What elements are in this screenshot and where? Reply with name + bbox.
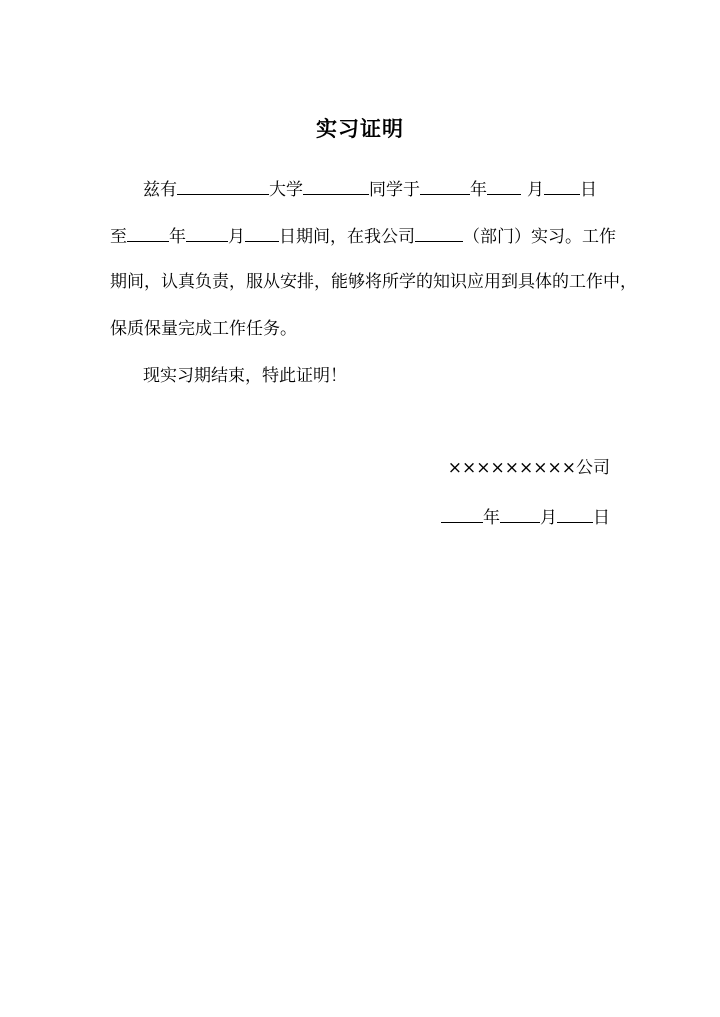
blank-sign-month[interactable] <box>500 503 540 523</box>
text-daxue: 大学 <box>269 180 303 200</box>
closing-statement: 现实习期结束，特此证明！ <box>143 366 347 386</box>
blank-end-year[interactable] <box>127 222 169 242</box>
blank-department[interactable] <box>415 222 463 242</box>
text-nian-2: 年 <box>169 227 186 247</box>
paragraph-line-4: 保质保量完成工作任务。 <box>110 319 297 339</box>
blank-sign-day[interactable] <box>557 503 593 523</box>
paragraph-line-1 <box>143 175 597 203</box>
document-title: 实习证明 <box>316 117 404 141</box>
text-sign-ri: 日 <box>593 508 610 528</box>
text-tongxue-yu: 同学于 <box>369 180 420 200</box>
text-sign-yue: 月 <box>540 508 557 528</box>
text-zhi: 至 <box>110 227 127 247</box>
blank-start-day[interactable] <box>544 175 580 195</box>
blank-university[interactable] <box>177 175 269 195</box>
text-yue-2: 月 <box>228 227 245 247</box>
company-signature: ×××××××××公司 <box>447 458 610 478</box>
paragraph-line-3: 期间，认真负责，服从安排，能够将所学的知识应用到具体的工作中， <box>110 272 637 292</box>
blank-sign-year[interactable] <box>441 503 483 523</box>
text-zi-you: 兹有 <box>143 180 177 200</box>
text-ri-qijian: 日期间，在我公司 <box>279 227 415 247</box>
text-bumen: （部门）实习。工作 <box>463 227 616 247</box>
blank-start-year[interactable] <box>420 175 470 195</box>
blank-end-day[interactable] <box>245 222 279 242</box>
text-sign-nian: 年 <box>483 508 500 528</box>
text-yue: 月 <box>527 180 544 200</box>
signature-date <box>441 503 610 531</box>
blank-end-month[interactable] <box>186 222 228 242</box>
text-nian: 年 <box>470 180 487 200</box>
blank-student-name[interactable] <box>303 175 369 195</box>
blank-start-month[interactable] <box>487 175 521 195</box>
text-ri: 日 <box>580 180 597 200</box>
paragraph-line-2 <box>110 222 616 250</box>
